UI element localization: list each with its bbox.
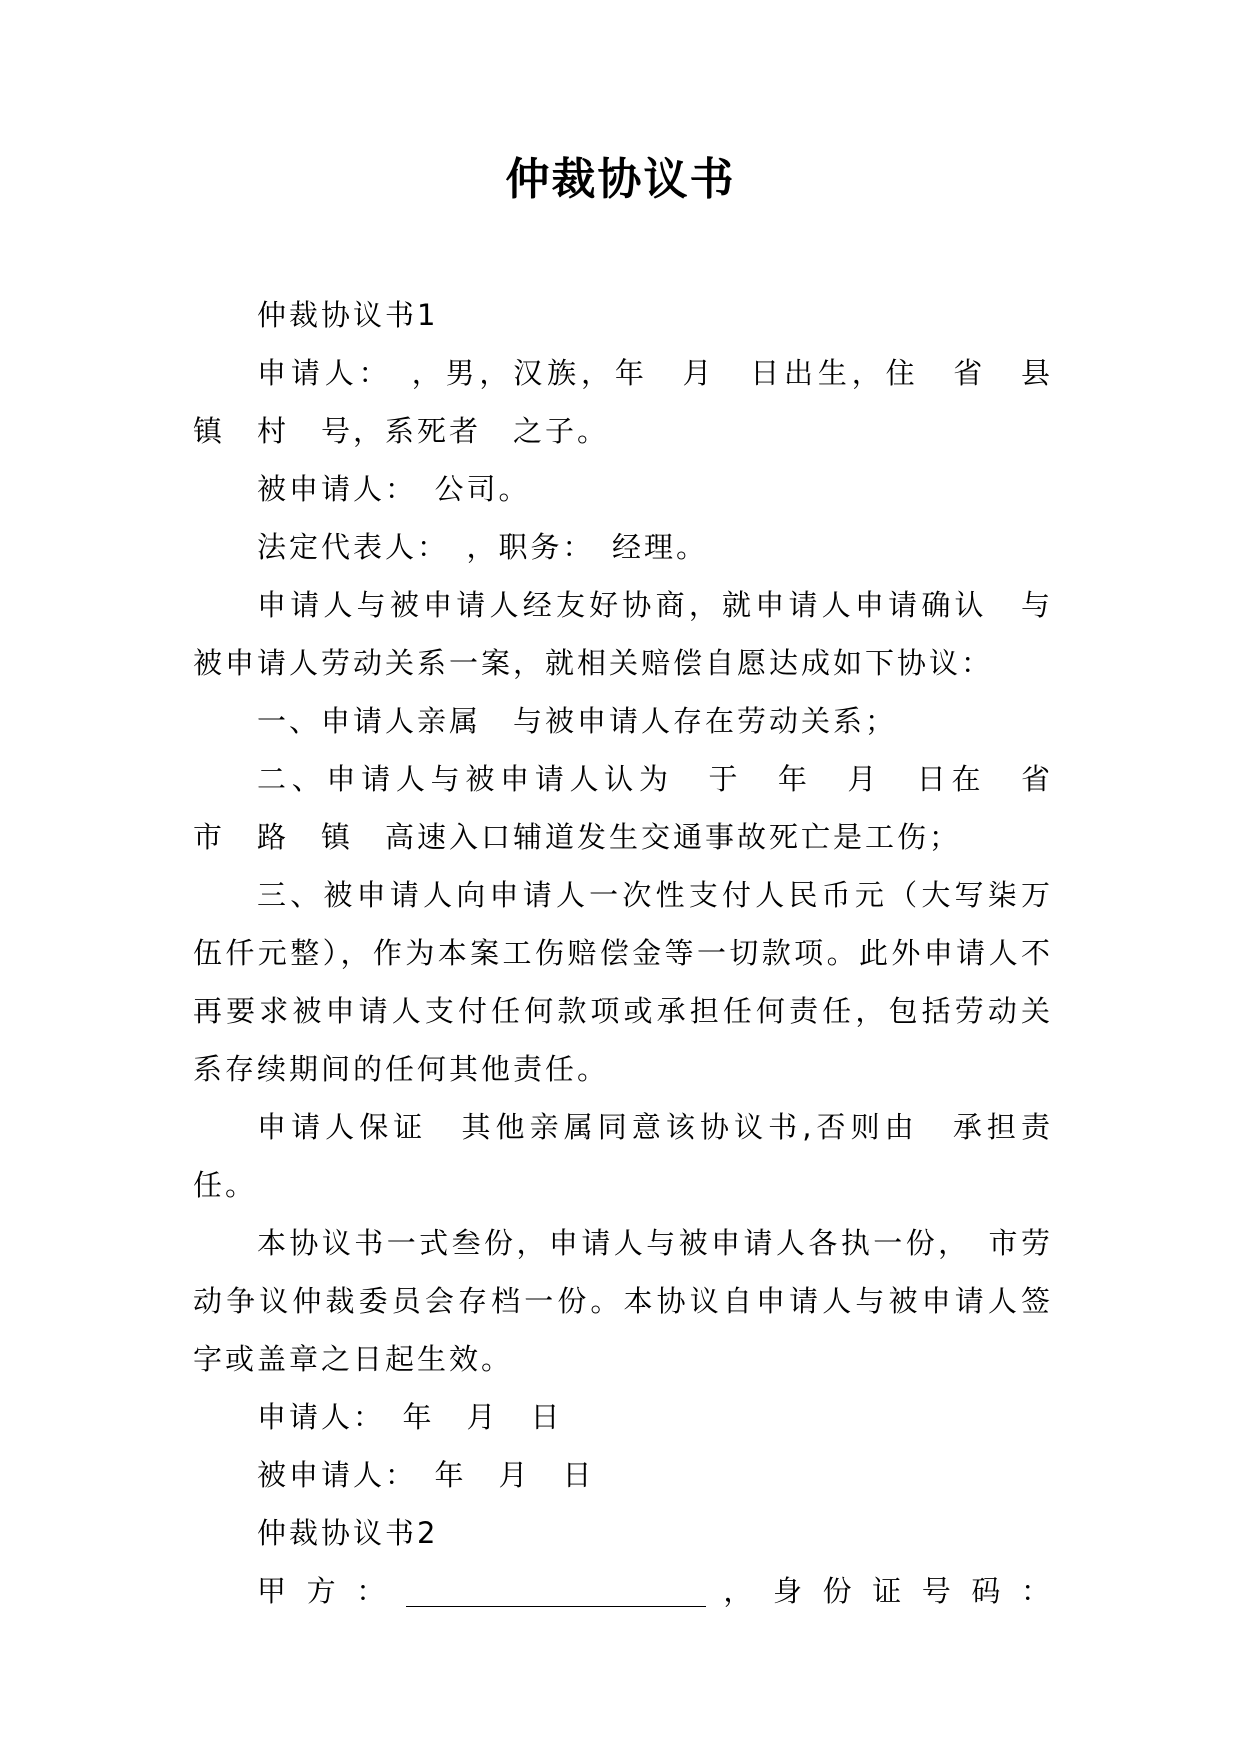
clause-3: 三、被申请人向申请人一次性支付人民币元（大写柒万伍仟元整），作为本案工伤赔偿金等一切款项。此外申请人不再要求被申请人支付任何款项或承担任何责任，包括劳动关系存续期间的任何其他责任。 [193, 878, 1053, 1086]
section-heading-1: 仲裁协议书1 [257, 298, 439, 332]
respondent-signature-date: 被申请人： 年 月 日 [257, 1458, 595, 1492]
document-title: 仲裁协议书 [505, 154, 736, 205]
applicant-signature-date: 申请人： 年 月 日 [257, 1400, 563, 1434]
copies-clause: 本协议书一式叁份，申请人与被申请人各执一份， 市劳动争议仲裁委员会存档一份。本协议自申请人与被申请人签字或盖章之日起生效。 [193, 1226, 1053, 1376]
clause-2: 二、申请人与被申请人认为 于 年 月 日在 省 市 路 镇 高速入口辅道发生交通事故死亡是工伤； [193, 762, 1086, 854]
guarantee-clause: 申请人保证 其他亲属同意该协议书,否则由 承担责任。 [193, 1110, 1053, 1202]
party-a-separator: ， [705, 1574, 773, 1608]
document-body [193, 286, 1086, 1620]
party-a-label: 甲方： [257, 1574, 406, 1608]
party-a-name-blank [406, 1576, 706, 1607]
legal-representative: 法定代表人： ，职务： 经理。 [257, 530, 709, 564]
respondent-info: 被申请人： 公司。 [257, 472, 531, 506]
id-number-label: 身份证号码： [773, 1574, 1053, 1608]
section-heading-2: 仲裁协议书2 [257, 1516, 439, 1550]
agreement-intro: 申请人与被申请人经友好协商，就申请人申请确认 与被申请人劳动关系一案，就相关赔偿自愿达成如下协议： [193, 588, 1053, 680]
clause-1: 一、申请人亲属 与被申请人存在劳动关系； [257, 704, 898, 738]
party-a-line [193, 1562, 1053, 1620]
applicant-info: 申请人： ，男，汉族，年 月 日出生，住 省 县 镇 村 号，系死者 之子。 [193, 356, 1086, 448]
